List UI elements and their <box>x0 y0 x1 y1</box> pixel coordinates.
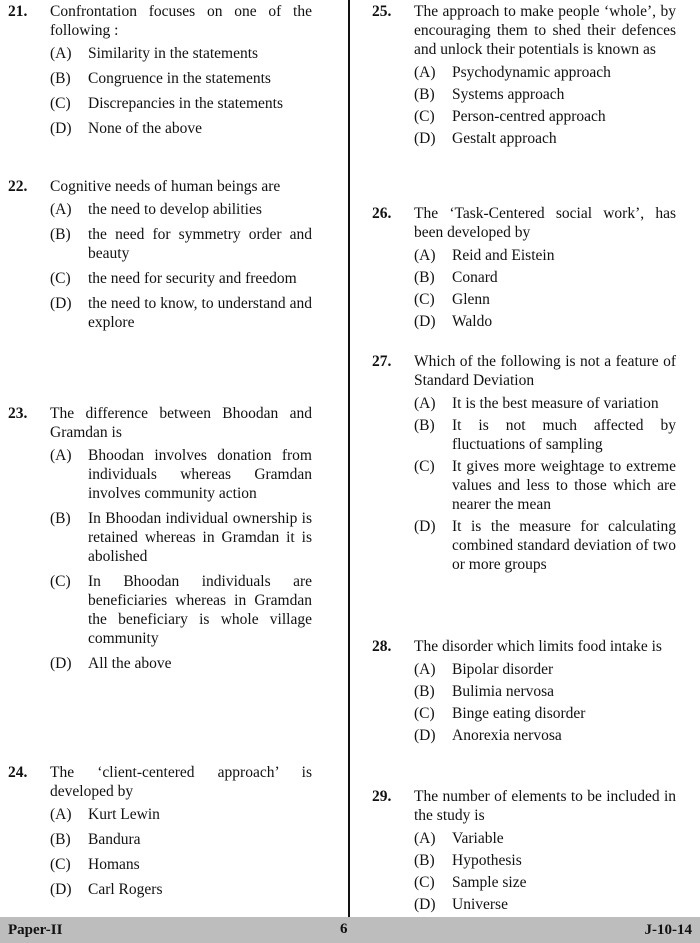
option-text: Congruence in the statements <box>88 70 271 87</box>
option-label: (A) <box>414 395 436 412</box>
option-label: (D) <box>414 130 436 147</box>
option-label: (A) <box>50 45 72 62</box>
option-item <box>414 312 676 331</box>
option-label: (C) <box>50 573 71 590</box>
option-label: (C) <box>414 705 435 722</box>
column-divider <box>348 0 350 917</box>
option-item <box>50 44 312 63</box>
question-stem <box>8 404 312 442</box>
option-item <box>414 63 676 82</box>
option-text: All the above <box>88 655 172 672</box>
option-item <box>414 660 676 679</box>
option-item <box>414 416 676 454</box>
option-label: (B) <box>414 417 435 434</box>
option-label: (B) <box>414 852 435 869</box>
option-item <box>50 654 312 673</box>
option-text: Conard <box>452 269 498 286</box>
option-label: (B) <box>50 510 71 527</box>
option-label: (A) <box>50 447 72 464</box>
option-item <box>50 94 312 113</box>
options-list <box>372 394 676 574</box>
question-number: 22. <box>8 178 28 195</box>
options-list <box>8 200 312 332</box>
option-item <box>414 129 676 148</box>
option-label: (B) <box>414 86 435 103</box>
option-text: Psychodynamic approach <box>452 64 611 81</box>
option-item <box>414 726 676 745</box>
option-label: (B) <box>50 70 71 87</box>
question-number: 28. <box>372 638 392 655</box>
question-number: 27. <box>372 353 392 370</box>
option-label: (C) <box>50 95 71 112</box>
option-label: (B) <box>414 269 435 286</box>
option-label: (B) <box>50 831 71 848</box>
question-number: 29. <box>372 788 392 805</box>
question-stem <box>372 2 676 59</box>
page-footer <box>0 917 700 943</box>
option-text: Gestalt approach <box>452 130 557 147</box>
option-text: Carl Rogers <box>88 881 163 898</box>
option-item <box>414 457 676 514</box>
option-item <box>414 895 676 914</box>
option-label: (B) <box>414 683 435 700</box>
option-label: (C) <box>50 270 71 287</box>
option-text: Bhoodan involves donation from individuals whereas Gramdan involves community action <box>88 447 312 502</box>
question-number: 23. <box>8 405 28 422</box>
options-list <box>372 829 676 914</box>
option-item <box>50 225 312 263</box>
option-label: (D) <box>50 655 72 672</box>
option-label: (D) <box>50 120 72 137</box>
option-text: Homans <box>88 856 140 873</box>
option-text: It is the measure for calculating combined standard deviation of two or more groups <box>452 518 676 573</box>
option-text: Hypothesis <box>452 852 522 869</box>
option-item <box>50 509 312 566</box>
option-label: (A) <box>50 201 72 218</box>
option-text: Reid and Eistein <box>452 247 555 264</box>
question-24 <box>8 763 312 905</box>
option-label: (D) <box>414 313 436 330</box>
option-label: (A) <box>414 830 436 847</box>
option-label: (D) <box>414 727 436 744</box>
option-text: It is not much affected by fluctuations of sampling <box>452 417 676 453</box>
option-item <box>50 855 312 874</box>
option-label: (C) <box>414 108 435 125</box>
option-item <box>414 290 676 309</box>
question-stem <box>372 204 676 242</box>
option-text: the need for security and freedom <box>88 270 297 287</box>
option-text: the need to know, to understand and explore <box>88 295 312 331</box>
option-text: In Bhoodan individual ownership is retained whereas in Gramdan it is abolished <box>88 510 312 565</box>
option-text: Bulimia nervosa <box>452 683 555 700</box>
option-item <box>50 69 312 88</box>
option-text: the need to develop abilities <box>88 201 262 218</box>
option-text: Universe <box>452 896 508 913</box>
option-text: Anorexia nervosa <box>452 727 562 744</box>
option-item <box>50 119 312 138</box>
option-text: Discrepancies in the statements <box>88 95 283 112</box>
option-text: the need for symmetry order and beauty <box>88 226 312 262</box>
option-text: Person-centred approach <box>452 108 606 125</box>
option-item <box>50 294 312 332</box>
option-text: None of the above <box>88 120 203 137</box>
question-number: 24. <box>8 764 28 781</box>
question-text: The approach to make people ‘whole’, by encouraging them to shed their defences and unlock their potentials is known as <box>414 3 676 58</box>
option-item <box>414 682 676 701</box>
option-item <box>414 851 676 870</box>
option-label: (C) <box>414 458 435 475</box>
option-label: (A) <box>50 806 72 823</box>
options-list <box>372 246 676 331</box>
option-label: (A) <box>414 661 436 678</box>
option-item <box>414 873 676 892</box>
option-item <box>50 269 312 288</box>
option-label: (C) <box>414 874 435 891</box>
option-label: (D) <box>414 518 436 535</box>
option-label: (D) <box>414 896 436 913</box>
option-item <box>50 805 312 824</box>
option-text: Systems approach <box>452 86 565 103</box>
question-text: The ‘Task-Centered social work’, has been developed by <box>414 205 676 241</box>
option-label: (D) <box>50 295 72 312</box>
option-label: (C) <box>50 856 71 873</box>
option-label: (C) <box>414 291 435 308</box>
option-label: (B) <box>50 226 71 243</box>
question-stem <box>8 763 312 801</box>
option-text: Bandura <box>88 831 141 848</box>
option-text: Glenn <box>452 291 490 308</box>
question-number: 25. <box>372 3 392 20</box>
option-item <box>414 394 676 413</box>
option-text: Kurt Lewin <box>88 806 160 823</box>
option-item <box>414 246 676 265</box>
option-text: Similarity in the statements <box>88 45 259 62</box>
question-21 <box>8 2 312 144</box>
question-29 <box>372 787 676 917</box>
option-text: In Bhoodan individuals are beneficiaries whereas in Gramdan the beneficiary is whole village community <box>88 573 312 647</box>
option-item <box>414 517 676 574</box>
question-text: Which of the following is not a feature of Standard Deviation <box>414 353 676 389</box>
option-label: (A) <box>414 247 436 264</box>
options-list <box>8 805 312 899</box>
option-label: (A) <box>414 64 436 81</box>
option-text: It gives more weightage to extreme values and less to those which are nearer the mean <box>452 458 676 513</box>
options-list <box>8 446 312 673</box>
option-text: Sample size <box>452 874 527 891</box>
question-stem <box>8 177 312 196</box>
question-text: The number of elements to be included in the study is <box>414 788 676 824</box>
question-25 <box>372 2 676 151</box>
option-item <box>414 107 676 126</box>
option-item <box>50 446 312 503</box>
option-item <box>414 85 676 104</box>
option-item <box>50 880 312 899</box>
question-28 <box>372 637 676 748</box>
option-item <box>414 829 676 848</box>
page-number: 6 <box>340 921 348 937</box>
option-text: Waldo <box>452 313 493 330</box>
question-text: The disorder which limits food intake is <box>414 638 662 655</box>
option-item <box>414 268 676 287</box>
options-list <box>372 63 676 148</box>
option-text: It is the best measure of variation <box>452 395 659 412</box>
question-stem <box>8 2 312 40</box>
option-item <box>50 830 312 849</box>
question-26 <box>372 204 676 334</box>
question-23 <box>8 404 312 679</box>
option-item <box>414 704 676 723</box>
question-22 <box>8 177 312 338</box>
options-list <box>8 44 312 138</box>
question-stem <box>372 352 676 390</box>
question-text: Cognitive needs of human beings are <box>50 178 281 195</box>
option-label: (D) <box>50 881 72 898</box>
question-text: The ‘client-centered approach’ is developed by <box>50 764 312 800</box>
option-item <box>50 572 312 648</box>
question-text: The difference between Bhoodan and Gramdan is <box>50 405 312 441</box>
paper-label: Paper-II <box>8 921 63 938</box>
paper-code: J-10-14 <box>644 921 692 938</box>
options-list <box>372 660 676 745</box>
option-item <box>50 200 312 219</box>
option-text: Binge eating disorder <box>452 705 586 722</box>
question-number: 21. <box>8 3 28 20</box>
question-27 <box>372 352 676 577</box>
option-text: Variable <box>452 830 504 847</box>
question-number: 26. <box>372 205 392 222</box>
question-stem <box>372 787 676 825</box>
question-text: Confrontation focuses on one of the following : <box>50 3 312 39</box>
option-text: Bipolar disorder <box>452 661 554 678</box>
question-stem <box>372 637 676 656</box>
